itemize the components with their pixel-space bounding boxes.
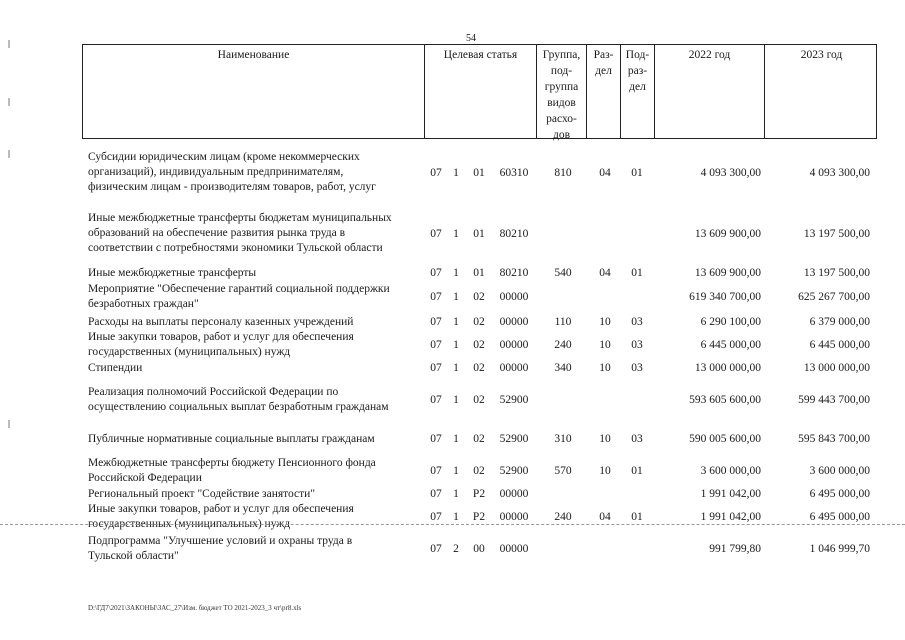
- target-subprogram: 1: [453, 511, 459, 523]
- row-name: Иные межбюджетные трансферты бюджетам муниципальных образований на обеспечение развития рынка труда в соответствии с потребностями экономики Тульской области: [88, 212, 392, 254]
- target-direction: 00000: [499, 316, 529, 328]
- target-event: 02: [473, 316, 485, 328]
- target-event: 00: [473, 543, 485, 555]
- target-event: P2: [472, 511, 486, 523]
- cut-line: [0, 524, 905, 525]
- amount-2023: 599 443 700,00: [798, 394, 870, 406]
- target-event: 01: [473, 228, 485, 240]
- target-event: 02: [473, 433, 485, 445]
- expense-group: 540: [554, 267, 572, 279]
- amount-2023: 6 495 000,00: [809, 488, 870, 500]
- header-subsection: Под- раз- дел: [621, 45, 655, 138]
- subsection: 03: [631, 433, 643, 445]
- row-name: Публичные нормативные социальные выплаты гражданам: [88, 433, 375, 445]
- amount-2022: 4 093 300,00: [700, 167, 761, 179]
- target-subprogram: 2: [453, 543, 459, 555]
- target-subprogram: 1: [453, 488, 459, 500]
- section: 10: [599, 316, 611, 328]
- amount-2022: 1 991 042,00: [700, 511, 761, 523]
- amount-2022: 1 991 042,00: [700, 488, 761, 500]
- target-direction: 80210: [499, 228, 529, 240]
- target-subprogram: 1: [453, 394, 459, 406]
- section: 10: [599, 433, 611, 445]
- amount-2023: 13 000 000,00: [803, 362, 870, 374]
- amount-2023: 595 843 700,00: [798, 433, 870, 445]
- target-subprogram: 1: [453, 316, 459, 328]
- expense-group: 810: [554, 167, 572, 179]
- target-program: 07: [430, 167, 442, 179]
- target-program: 07: [430, 511, 442, 523]
- row-name: Расходы на выплаты персоналу казенных учреждений: [88, 316, 354, 328]
- section: 10: [599, 362, 611, 374]
- target-event: P2: [472, 488, 486, 500]
- subsection: 01: [631, 267, 643, 279]
- target-event: 02: [473, 339, 485, 351]
- target-event: 02: [473, 291, 485, 303]
- amount-2022: 991 799,80: [709, 543, 761, 555]
- expense-group: 240: [554, 511, 572, 523]
- margin-mark: [8, 420, 10, 428]
- target-direction: 00000: [499, 543, 529, 555]
- amount-2022: 3 600 000,00: [700, 465, 761, 477]
- target-program: 07: [430, 316, 442, 328]
- target-program: 07: [430, 267, 442, 279]
- target-subprogram: 1: [453, 228, 459, 240]
- amount-2022: 13 609 900,00: [694, 228, 761, 240]
- amount-2023: 4 093 300,00: [809, 167, 870, 179]
- amount-2023: 13 197 500,00: [803, 228, 870, 240]
- target-program: 07: [430, 433, 442, 445]
- subsection: 01: [631, 465, 643, 477]
- amount-2023: 1 046 999,70: [809, 543, 870, 555]
- section: 04: [599, 511, 611, 523]
- target-subprogram: 1: [453, 362, 459, 374]
- header-section: Раз- дел: [587, 45, 621, 138]
- section: 04: [599, 167, 611, 179]
- expense-group: 310: [554, 433, 572, 445]
- page-number: 54: [466, 33, 476, 44]
- target-event: 01: [473, 267, 485, 279]
- amount-2022: 6 445 000,00: [700, 339, 761, 351]
- margin-mark: [8, 40, 10, 48]
- target-subprogram: 1: [453, 267, 459, 279]
- amount-2023: 6 445 000,00: [809, 339, 870, 351]
- amount-2022: 13 000 000,00: [694, 362, 761, 374]
- target-program: 07: [430, 362, 442, 374]
- subsection: 01: [631, 167, 643, 179]
- target-program: 07: [430, 291, 442, 303]
- target-direction: 00000: [499, 488, 529, 500]
- amount-2023: 6 495 000,00: [809, 511, 870, 523]
- row-name: Иные закупки товаров, работ и услуг для обеспечения государственных (муниципальных) нужд: [88, 503, 354, 530]
- row-name: Подпрограмма "Улучшение условий и охраны труда в Тульской области": [88, 535, 353, 562]
- row-name: Межбюджетные трансферты бюджету Пенсионного фонда Российской Федерации: [88, 457, 376, 484]
- target-program: 07: [430, 228, 442, 240]
- margin-mark: [8, 150, 10, 158]
- target-subprogram: 1: [453, 167, 459, 179]
- target-direction: 00000: [499, 291, 529, 303]
- row-name: Иные межбюджетные трансферты: [88, 267, 257, 279]
- expense-group: 340: [554, 362, 572, 374]
- target-event: 02: [473, 394, 485, 406]
- header-2022: 2022 год: [655, 45, 765, 138]
- row-name: Субсидии юридическим лицам (кроме некоммерческих организаций), индивидуальным предпринимателям, физическим лицам - производителям товаров, работ, услуг: [88, 151, 376, 193]
- expense-group: 570: [554, 465, 572, 477]
- section: 10: [599, 465, 611, 477]
- amount-2022: 619 340 700,00: [689, 291, 761, 303]
- amount-2023: 3 600 000,00: [809, 465, 870, 477]
- amount-2023: 625 267 700,00: [798, 291, 870, 303]
- row-name: Иные закупки товаров, работ и услуг для обеспечения государственных (муниципальных) нужд: [88, 331, 354, 358]
- footer-path: D:\ГД7\2021\ЗАКОНЫ\ЗАС_27\Изм. бюджет ТО 2021-2023_3 чт\pr8.xls: [88, 604, 302, 612]
- subsection: 03: [631, 316, 643, 328]
- amount-2022: 593 605 600,00: [689, 394, 761, 406]
- target-program: 07: [430, 488, 442, 500]
- header-name: Наименование: [83, 45, 425, 138]
- amount-2022: 13 609 900,00: [694, 267, 761, 279]
- target-direction: 52900: [499, 433, 529, 445]
- target-direction: 00000: [499, 339, 529, 351]
- expense-group: 110: [554, 316, 572, 328]
- target-direction: 80210: [499, 267, 529, 279]
- section: 10: [599, 339, 611, 351]
- target-subprogram: 1: [453, 465, 459, 477]
- target-direction: 00000: [499, 362, 529, 374]
- target-program: 07: [430, 394, 442, 406]
- header-2023: 2023 год: [800, 49, 843, 61]
- margin-mark: [8, 98, 10, 106]
- target-event: 02: [473, 465, 485, 477]
- target-subprogram: 1: [453, 291, 459, 303]
- amount-2022: 6 290 100,00: [700, 316, 761, 328]
- target-subprogram: 1: [453, 433, 459, 445]
- header-target: Целевая статья: [425, 45, 537, 138]
- row-name: Реализация полномочий Российской Федерации по осуществлению социальных выплат безработным гражданам: [88, 386, 389, 413]
- row-name: Мероприятие "Обеспечение гарантий социальной поддержки безработных граждан": [88, 283, 390, 310]
- subsection: 03: [631, 362, 643, 374]
- target-direction: 52900: [499, 394, 529, 406]
- target-program: 07: [430, 543, 442, 555]
- target-event: 02: [473, 362, 485, 374]
- target-program: 07: [430, 465, 442, 477]
- subsection: 03: [631, 339, 643, 351]
- target-subprogram: 1: [453, 339, 459, 351]
- subsection: 01: [631, 511, 643, 523]
- amount-2023: 13 197 500,00: [803, 267, 870, 279]
- target-direction: 00000: [499, 511, 529, 523]
- row-name: Региональный проект "Содействие занятости": [88, 488, 316, 500]
- target-program: 07: [430, 339, 442, 351]
- target-direction: 52900: [499, 465, 529, 477]
- header-group: Группа, под- группа видов расхо- дов: [537, 45, 587, 138]
- expense-group: 240: [554, 339, 572, 351]
- amount-2022: 590 005 600,00: [689, 433, 761, 445]
- section: 04: [599, 267, 611, 279]
- target-direction: 60310: [499, 167, 529, 179]
- amount-2023: 6 379 000,00: [809, 316, 870, 328]
- target-event: 01: [473, 167, 485, 179]
- row-name: Стипендии: [88, 362, 143, 374]
